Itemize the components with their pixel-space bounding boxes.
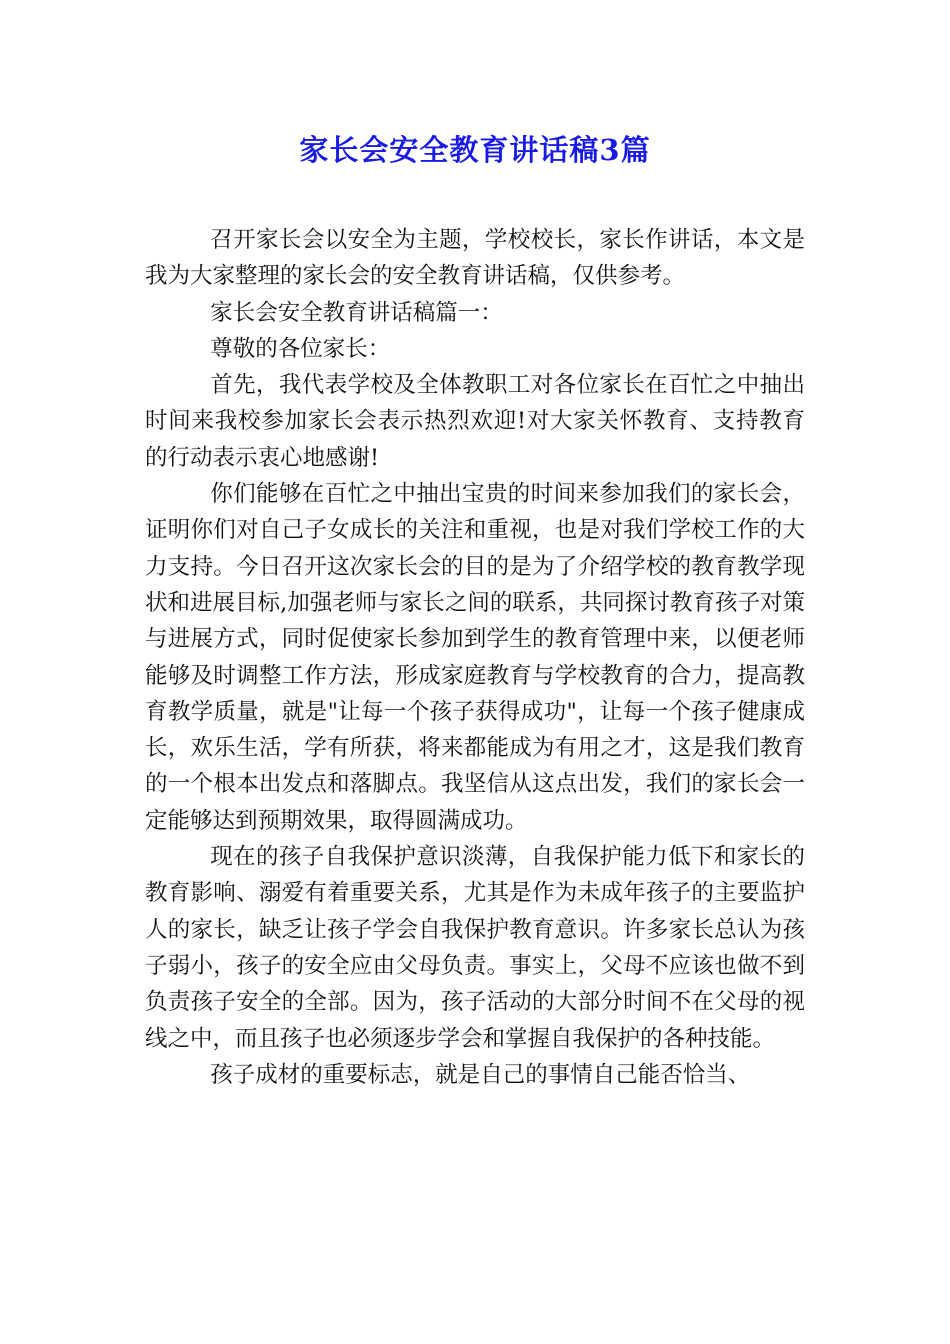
paragraph-welcome: 首先，我代表学校及全体教职工对各位家长在百忙之中抽出时间来我校参加家长会表示热烈欢迎!对大家关怀教育、支持教育的行动表示衷心地感谢! (145, 372, 805, 471)
paragraph-intro: 召开家长会以安全为主题，学校校长，家长作讲话，本文是我为大家整理的家长会的安全教育讲话稿，仅供参考。 (145, 227, 805, 290)
paragraph-section-heading: 家长会安全教育讲话稿篇一： (210, 299, 503, 326)
paragraph-purpose: 你们能够在百忙之中抽出宝贵的时间来参加我们的家长会，证明你们对自己子女成长的关注和重视，也是对我们学校工作的大力支持。今日召开这次家长会的目的是为了介绍学校的教育教学现状和进展目标,加强老师与家长之间的联系，共同探讨教育孩子对策与进展方式，同时促使家长参加到学生的教育管理中来，以便老师能够及时调整工作方法，形成家庭教育与学校教育的合力，提高教育教学质量，就是"让每一个孩子获得成功"，让每一个孩子健康成长，欢乐生活，学有所获，将来都能成为有用之才，这是我们教育的一个根本出发点和落脚点。我坚信从这点出发，我们的家长会一定能够达到预期效果，取得圆满成功。 (145, 481, 805, 834)
paragraph-self-protection: 现在的孩子自我保护意识淡薄，自我保护能力低下和家长的教育影响、溺爱有着重要关系，尤其是作为未成年孩子的主要监护人的家长，缺乏让孩子学会自我保护教育意识。许多家长总认为孩子弱小，孩子的安全应由父母负责。事实上，父母不应该也做不到负责孩子安全的全部。因为，孩子活动的大部分时间不在父母的视线之中，而且孩子也必须逐步学会和掌握自我保护的各种技能。 (145, 844, 805, 1052)
document-title: 家长会安全教育讲话稿3篇 (299, 133, 651, 167)
document-body (145, 222, 805, 1093)
paragraph-salutation: 尊敬的各位家长： (210, 335, 391, 362)
paragraph-growth: 孩子成材的重要标志，就是自己的事情自己能否恰当、 (210, 1061, 751, 1088)
